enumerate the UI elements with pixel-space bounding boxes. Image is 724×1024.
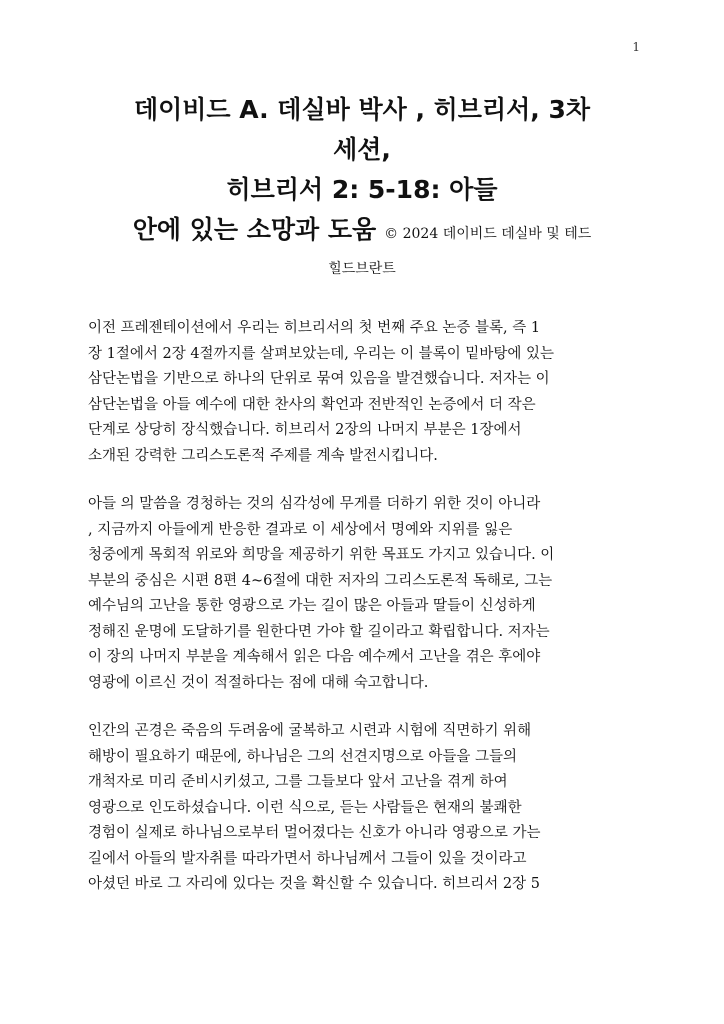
text-line: 개척자로 미리 준비시키셨고, 그를 그들보다 앞서 고난을 겪게 하여 xyxy=(88,774,508,790)
text-line: 인간의 곤경은 죽음의 두려움에 굴복하고 시련과 시험에 직면하기 위해 xyxy=(88,723,532,739)
copyright-notice: © 2024 데이비드 데실바 및 테드 xyxy=(384,226,592,242)
text-line: 영광에 이르신 것이 적절하다는 점에 대해 숙고합니다. xyxy=(88,674,429,691)
text-line: 아들 의 말씀을 경청하는 것의 심각성에 무게를 더하기 위한 것이 아니라 xyxy=(88,496,541,512)
text-line: 소개된 강력한 그리스도론적 주제를 계속 발전시킵니다. xyxy=(88,447,438,464)
page-number: 1 xyxy=(632,40,640,54)
text-line: 부분의 중심은 시편 8편 4~6절에 대한 저자의 그리스도론적 독해로, 그는 xyxy=(88,572,553,589)
text-line: 이전 프레젠테이션에서 우리는 히브리서의 첫 번째 주요 논증 블록, 즉 1 xyxy=(88,320,541,336)
copyright-notice-continued: 힐드브란트 xyxy=(328,261,396,277)
title-line-1: 데이비드 A. 데실바 박사 , 히브리서, 3차 xyxy=(133,95,591,124)
text-line: 이 장의 나머지 부분을 계속해서 읽은 다음 예수께서 고난을 겪은 후에야 xyxy=(88,649,541,665)
paragraph-2 xyxy=(88,492,636,696)
text-line: 삼단논법을 아들 예수에 대한 찬사의 확언과 전반적인 논증에서 더 작은 xyxy=(88,396,536,413)
text-line: 해방이 필요하기 때문에, 하나님은 그의 선견지명으로 아들을 그들의 xyxy=(88,748,518,765)
title-line-3: 히브리서 2: 5-18: 아들 xyxy=(226,175,498,204)
text-line: 길에서 아들의 발자취를 따라가면서 하나님께서 그들이 있을 것이라고 xyxy=(88,850,527,867)
paragraph-3 xyxy=(88,719,636,898)
text-line: 단계로 상당히 장식했습니다. 히브리서 2장의 나머지 부분은 1장에서 xyxy=(88,422,522,438)
text-line: 장 1절에서 2장 4절까지를 살펴보았는데, 우리는 이 블록이 밑바탕에 있는 xyxy=(88,345,554,362)
document-body xyxy=(88,316,636,921)
text-line: 영광으로 인도하셨습니다. 이런 식으로, 듣는 사람들은 현재의 불쾌한 xyxy=(88,799,522,816)
text-line: 청중에게 목회적 위로와 희망을 제공하기 위한 목표도 가지고 있습니다. 이 xyxy=(88,547,555,563)
document-title xyxy=(60,90,664,282)
title-line-4-row xyxy=(60,210,664,254)
text-line: 삼단논법을 기반으로 하나의 단위로 묶여 있음을 발견했습니다. 저자는 이 xyxy=(88,371,550,387)
text-line: 아셨던 바로 그 자리에 있다는 것을 확신할 수 있습니다. 히브리서 2장 5 xyxy=(88,876,540,892)
text-line: 경험이 실제로 하나님으로부터 멀어졌다는 신호가 아니라 영광으로 가는 xyxy=(88,825,541,841)
title-line-2: 세션, xyxy=(333,135,391,164)
text-line: 정해진 운명에 도달하기를 원한다면 가야 할 길이라고 확립합니다. 저자는 xyxy=(88,623,550,640)
text-line: , 지금까지 아들에게 반응한 결과로 이 세상에서 명예와 지위를 잃은 xyxy=(88,521,513,538)
title-line-4: 안에 있는 소망과 도움 xyxy=(132,215,377,244)
text-line: 예수님의 고난을 통한 영광으로 가는 길이 많은 아들과 딸들이 신성하게 xyxy=(88,598,536,614)
paragraph-1 xyxy=(88,316,636,469)
